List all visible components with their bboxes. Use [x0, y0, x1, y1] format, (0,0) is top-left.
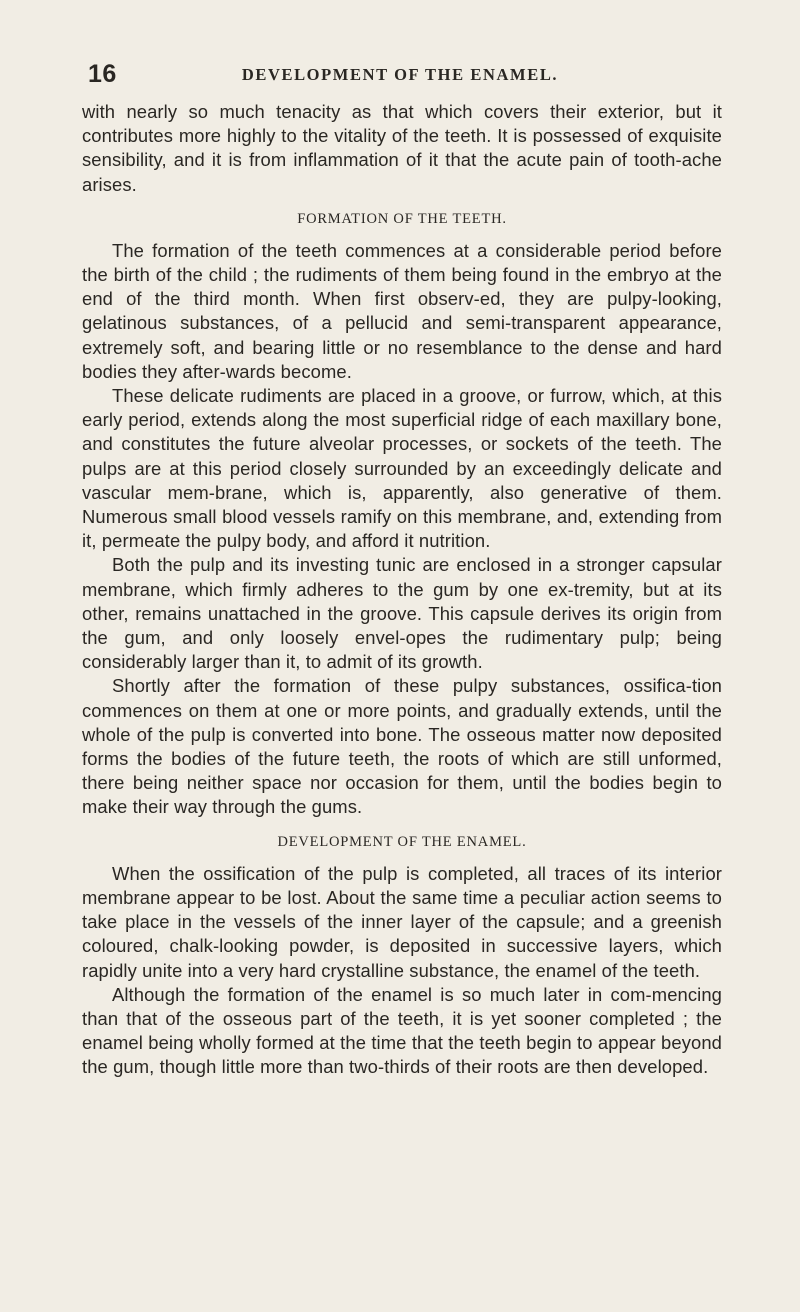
- section-heading-formation: FORMATION OF THE TEETH.: [297, 210, 507, 227]
- paragraph: The formation of the teeth commences at a considerable period before the birth of the child ; the rudiments of them being found in the embryo at the end of the third month. When first observ-ed, they are pulpy-looking, gelatinous substances, of a pellucid and semi-transparent appearance, extremely soft, and bearing little or no resemblance to the dense and hard bodies they after-wards become.: [82, 239, 722, 382]
- page-header: [0, 60, 800, 100]
- body-text: [82, 100, 722, 1080]
- section-heading-enamel: DEVELOPMENT OF THE ENAMEL.: [277, 833, 527, 850]
- paragraph-continued: with nearly so much tenacity as that which covers their exterior, but it contributes more highly to the vitality of the teeth. It is possessed of exquisite sensibility, and it is from inflammation of it that the acute pain of tooth-ache arises.: [82, 101, 722, 195]
- paragraph: Although the formation of the enamel is so much later in com-mencing than that of the osseous part of the teeth, it is yet sooner completed ; the enamel being wholly formed at the time that the teeth begin to appear beyond the gum, though little more than two-thirds of their roots are then developed.: [82, 983, 722, 1078]
- page-number: 16: [88, 60, 117, 88]
- paragraph: When the ossification of the pulp is completed, all traces of its interior membrane appear to be lost. About the same time a peculiar action seems to take place in the vessels of the inner layer of the capsule; and a greenish coloured, chalk-looking powder, is deposited in successive layers, which rapidly unite into a very hard crystalline substance, the enamel of the teeth.: [82, 862, 722, 981]
- paragraph: Both the pulp and its investing tunic are enclosed in a stronger capsular membrane, which firmly adheres to the gum by one ex-tremity, but at its other, remains unattached in the groove. This capsule derives its origin from the gum, and only loosely envel-opes the rudimentary pulp; being considerably larger than it, to admit of its growth.: [82, 554, 722, 673]
- running-head: DEVELOPMENT OF THE ENAMEL.: [241, 65, 559, 84]
- paragraph: These delicate rudiments are placed in a groove, or furrow, which, at this early period, extends along the most superficial ridge of each maxillary bone, and constitutes the future alveolar processes, or sockets of the teeth. The pulps are at this period closely surrounded by an exceedingly delicate and vascular mem-brane, which is, apparently, also generative of them. Numerous small blood vessels ramify on this membrane, and, extending from it, permeate the pulpy body, and afford it nutrition.: [82, 385, 722, 552]
- paragraph: Shortly after the formation of these pulpy substances, ossifica-tion commences on them at one or more points, and gradually extends, until the whole of the pulp is converted into bone. The osseous matter now deposited forms the bodies of the future teeth, the roots of which are still unformed, there being neither space nor occasion for them, until the bodies begin to make their way through the gums.: [82, 675, 722, 818]
